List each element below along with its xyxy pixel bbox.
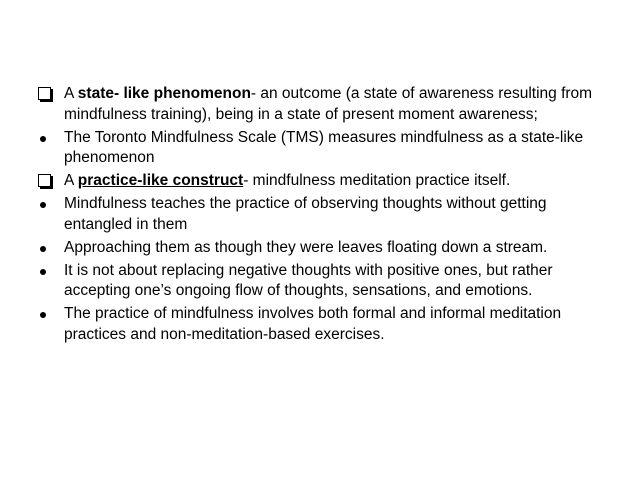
list-item-formal-informal bbox=[38, 304, 608, 345]
list-item-tms bbox=[38, 128, 608, 169]
checkbox-bullet-icon bbox=[38, 174, 51, 187]
item-prefix: A bbox=[64, 85, 78, 102]
item-text: The practice of mindfulness involves both formal and informal meditation practices and non-meditation-based exercises. bbox=[64, 305, 562, 343]
item-emphasis: state- like phenomenon bbox=[77, 85, 251, 102]
checkbox-bullet-icon bbox=[38, 87, 51, 100]
list-item-accepting-flow bbox=[38, 261, 608, 302]
round-bullet-icon bbox=[40, 246, 46, 252]
round-bullet-icon bbox=[40, 136, 46, 142]
item-text: Mindfulness teaches the practice of observing thoughts without getting entangled in them bbox=[64, 195, 547, 233]
round-bullet-icon bbox=[40, 312, 46, 318]
item-text: Approaching them as though they were leaves floating down a stream. bbox=[64, 238, 548, 256]
list-item-observing-thoughts bbox=[38, 194, 608, 235]
item-prefix: A bbox=[64, 172, 78, 189]
list-item-practice-like bbox=[38, 171, 608, 192]
item-text: The Toronto Mindfulness Scale (TMS) measures mindfulness as a state-like phenomenon bbox=[64, 128, 584, 166]
item-text: It is not about replacing negative thoughts with positive ones, but rather accepting one’s ongoing flow of thoughts, sensations, and emotions. bbox=[64, 261, 553, 299]
round-bullet-icon bbox=[40, 202, 46, 208]
round-bullet-icon bbox=[40, 269, 46, 275]
list-item-state-like bbox=[38, 84, 608, 125]
list-item-leaves-stream bbox=[38, 238, 608, 259]
slide-content bbox=[38, 84, 608, 348]
item-text: - an outcome (a state of awareness resulting from mindfulness training), being in a state of present moment awareness; bbox=[64, 85, 593, 123]
item-text: - mindfulness meditation practice itself. bbox=[243, 172, 511, 189]
item-emphasis: practice-like construct bbox=[77, 172, 244, 189]
